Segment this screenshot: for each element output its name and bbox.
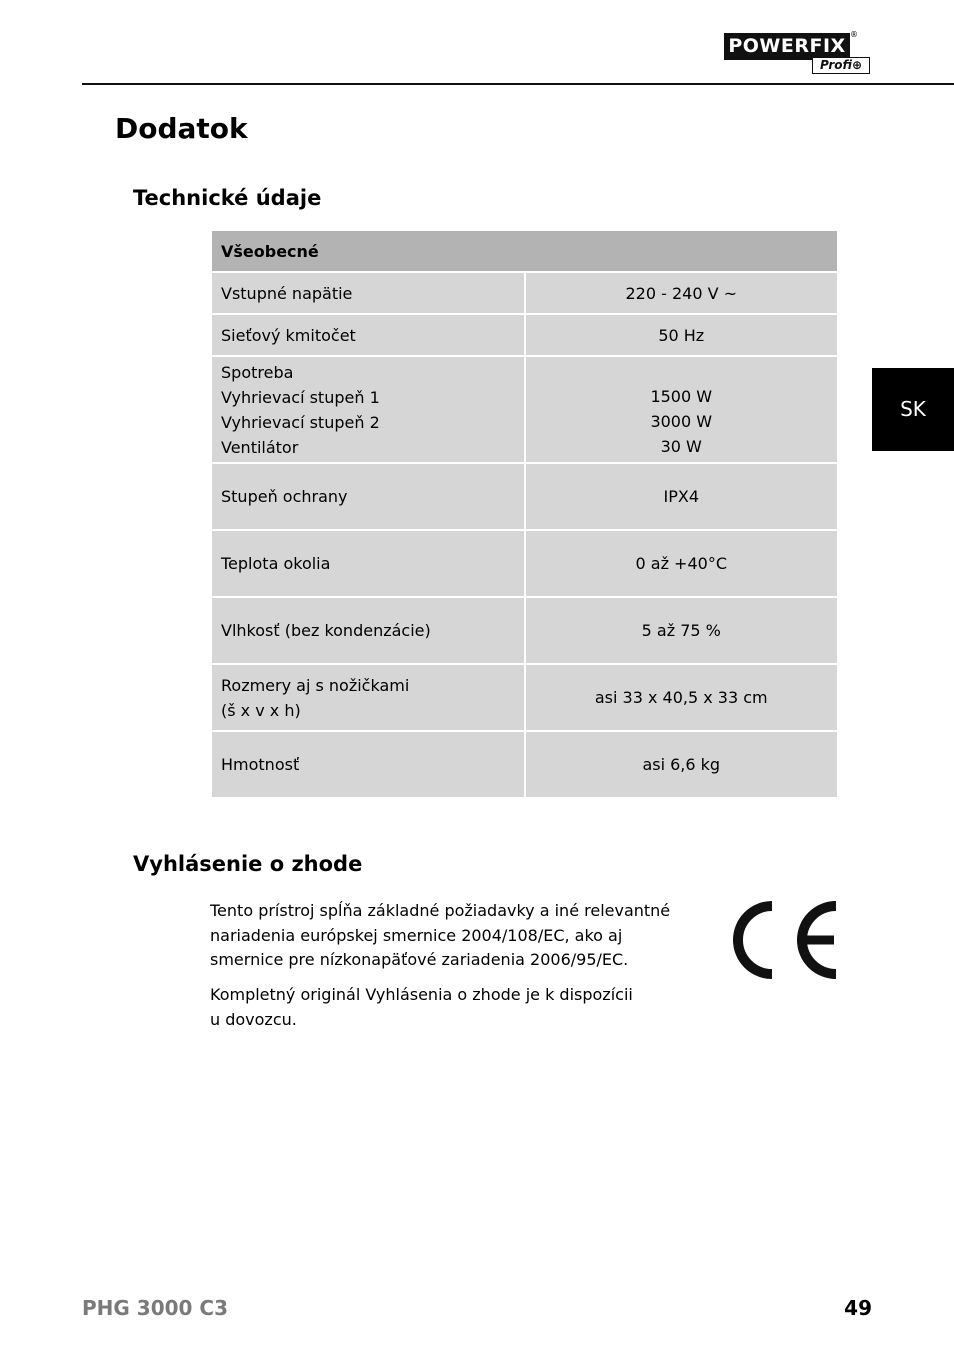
spec-label xyxy=(211,664,525,731)
spec-value xyxy=(525,530,839,597)
spec-label-line: Vlhkosť (bez kondenzácie) xyxy=(221,621,431,640)
spec-label xyxy=(211,314,525,356)
brand-name: POWERFIX xyxy=(724,33,850,60)
spec-value-line: 220 - 240 V ~ xyxy=(625,283,738,303)
spec-value-line: 30 W xyxy=(660,437,702,456)
spec-value-line: asi 6,6 kg xyxy=(642,755,721,774)
declaration-line: smernice pre nízkonapäťové zariadenia 2006/95/EC. xyxy=(210,950,629,969)
declaration-line: nariadenia európskej smernice 2004/108/EC, ako aj xyxy=(210,925,623,945)
spec-row xyxy=(211,664,838,731)
spec-row xyxy=(211,356,838,463)
spec-value xyxy=(525,664,839,731)
declaration-paragraph-2 xyxy=(210,983,680,1032)
page-number: 49 xyxy=(844,1296,872,1320)
header-rule xyxy=(82,83,954,85)
spec-value-line: 1500 W xyxy=(650,387,713,406)
spec-label xyxy=(211,597,525,664)
spec-table-header xyxy=(211,230,838,272)
spec-value xyxy=(525,463,839,530)
spec-label-line: Spotreba xyxy=(221,362,294,382)
spec-table xyxy=(210,229,839,799)
spec-table-header-cell: Všeobecné xyxy=(211,230,838,272)
spec-label-line: Hmotnosť xyxy=(221,755,300,774)
language-tab: SK xyxy=(872,368,954,451)
spec-label-line: Rozmery aj s nožičkami xyxy=(221,675,410,695)
spec-label-line: (š x v x h) xyxy=(221,700,301,720)
spec-value xyxy=(525,272,839,314)
spec-value xyxy=(525,314,839,356)
declaration-line: u dovozcu. xyxy=(210,1009,297,1029)
spec-value-line: 5 až 75 % xyxy=(641,621,721,640)
spec-value xyxy=(525,597,839,664)
sub-brand: Profi⊕ xyxy=(812,57,870,74)
spec-label xyxy=(211,463,525,530)
spec-label-line: Vyhrievací stupeň 1 xyxy=(221,387,380,407)
spec-value-line: 0 až +40°C xyxy=(635,554,727,573)
spec-label-line: Vyhrievací stupeň 2 xyxy=(221,412,380,432)
spec-row xyxy=(211,314,838,356)
powerfix-logo xyxy=(724,30,872,75)
declaration-heading: Vyhlásenie o zhode xyxy=(133,852,363,876)
declaration-line: Kompletný originál Vyhlásenia o zhode je k dispozícii xyxy=(210,985,633,1004)
spec-label-line: Sieťový kmitočet xyxy=(221,325,356,345)
registered-mark: ® xyxy=(850,30,858,39)
declaration-paragraph-1 xyxy=(210,899,680,973)
spec-value-line: 3000 W xyxy=(650,412,713,431)
spec-label-line: Vstupné napätie xyxy=(221,283,353,303)
spec-label xyxy=(211,530,525,597)
spec-label-line: Stupeň ochrany xyxy=(221,487,348,506)
page-title: Dodatok xyxy=(115,112,248,145)
spec-label-line: Teplota okolia xyxy=(221,554,331,573)
technical-heading: Technické údaje xyxy=(133,186,322,210)
spec-label xyxy=(211,272,525,314)
footer-model: PHG 3000 C3 xyxy=(82,1296,228,1320)
spec-row xyxy=(211,272,838,314)
spec-value-line: 50 Hz xyxy=(658,325,705,345)
spec-value xyxy=(525,731,839,798)
spec-label-line: Ventilátor xyxy=(221,437,299,457)
spec-row xyxy=(211,731,838,798)
spec-label xyxy=(211,356,525,463)
spec-value-line: IPX4 xyxy=(663,487,699,506)
spec-row xyxy=(211,463,838,530)
spec-row xyxy=(211,530,838,597)
spec-value xyxy=(525,356,839,463)
declaration-line: Tento prístroj spĺňa základné požiadavky a iné relevantné xyxy=(210,901,671,920)
spec-label xyxy=(211,731,525,798)
spec-value-line: asi 33 x 40,5 x 33 cm xyxy=(594,688,768,707)
ce-mark-icon xyxy=(732,900,840,980)
spec-row xyxy=(211,597,838,664)
